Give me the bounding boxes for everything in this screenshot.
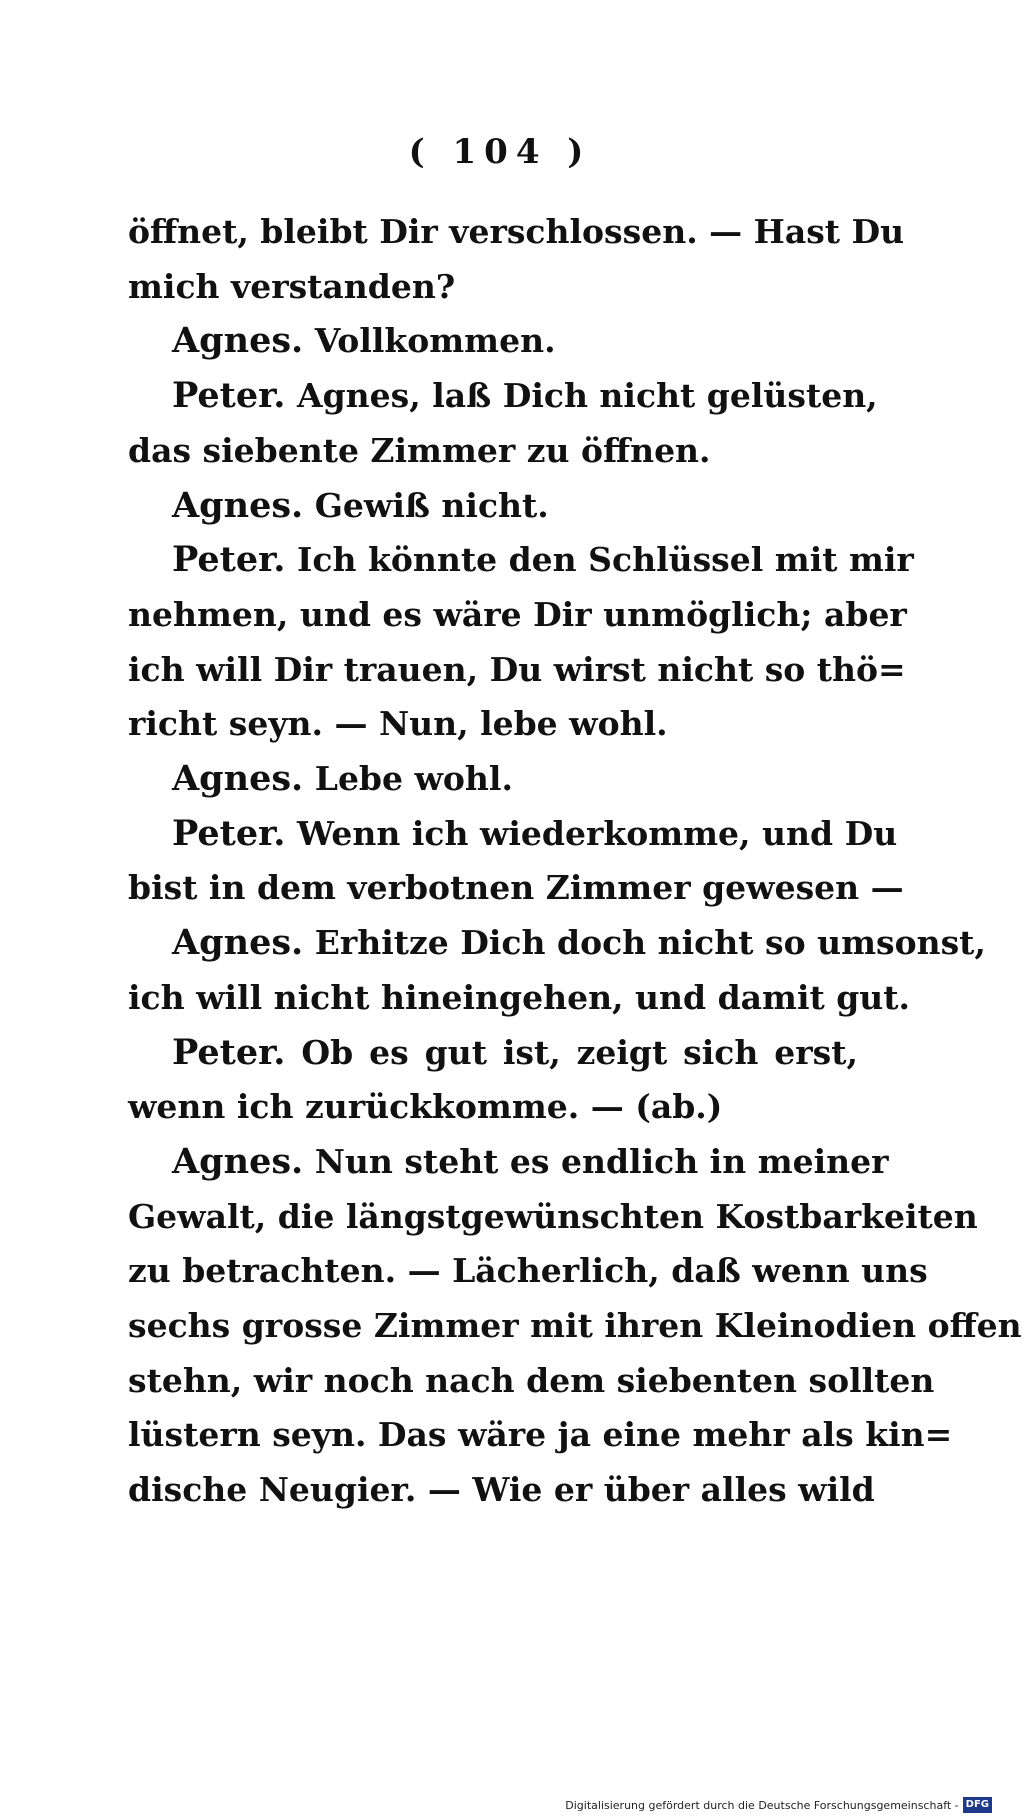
text-line (128, 1463, 875, 1518)
text-line (128, 1408, 953, 1463)
text-line (128, 1354, 935, 1409)
line-text: dische Neugier. — Wie er über alles wild (128, 1470, 875, 1510)
text-line (128, 424, 858, 479)
line-text: mich verstanden? (128, 266, 456, 306)
text-line (128, 807, 898, 862)
text-line (128, 1135, 889, 1190)
line-text: Ich könnte den Schlüssel mit mir (297, 540, 914, 580)
line-text: lüstern seyn. Das wäre ja eine mehr als kin= (128, 1415, 953, 1455)
text-line (128, 861, 904, 916)
speaker-name: Agnes. (172, 758, 304, 800)
text-line (128, 205, 905, 260)
credit-text: Digitalisierung gefördert durch die Deutsche Forschungsgemeinschaft - (565, 1798, 959, 1812)
text-body (128, 205, 1022, 1518)
text-line (128, 971, 911, 1026)
speaker-name: Agnes. (172, 922, 304, 964)
text-line (128, 314, 858, 369)
speaker-name: Peter. (172, 539, 286, 581)
line-text: ich will Dir trauen, Du wirst nicht so thö= (128, 649, 906, 689)
line-text: richt seyn. — Nun, lebe wohl. (128, 704, 668, 744)
line-text: zu betrachten. — Lächerlich, daß wenn uns (128, 1251, 928, 1291)
text-line (128, 697, 858, 752)
line-text: sechs grosse Zimmer mit ihren Kleinodien offen (128, 1306, 1022, 1346)
text-line (128, 1026, 858, 1081)
text-line (128, 1299, 1022, 1354)
line-text: Gewalt, die längstgewünschten Kostbarkeiten (128, 1196, 978, 1236)
speaker-name: Agnes. (172, 484, 304, 526)
speaker-name: Peter. (172, 812, 286, 854)
speaker-name: Agnes. (172, 1140, 304, 1182)
text-line (128, 369, 878, 424)
line-text: nehmen, und es wäre Dir unmöglich; aber (128, 594, 907, 634)
line-text: Agnes, laß Dich nicht gelüsten, (297, 376, 878, 416)
speaker-name: Peter. (172, 375, 286, 417)
line-text: Erhitze Dich doch nicht so umsonst, (314, 923, 986, 963)
text-line (128, 1080, 858, 1135)
line-text: öffnet, bleibt Dir verschlossen. — Hast Du (128, 212, 905, 251)
text-line (128, 916, 986, 971)
text-line (128, 260, 858, 315)
line-text: Gewiß nicht. (314, 485, 549, 525)
line-text: Nun steht es endlich in meiner (314, 1141, 889, 1181)
line-text: stehn, wir noch nach dem siebenten sollten (128, 1360, 935, 1400)
line-text: bist in dem verbotnen Zimmer gewesen — (128, 868, 904, 908)
line-text: Ob es gut ist, zeigt sich erst, (301, 1032, 858, 1072)
speaker-name: Agnes. (172, 320, 304, 362)
digitization-credit (565, 1796, 992, 1814)
text-line (128, 588, 907, 643)
line-text: Vollkommen. (314, 321, 556, 361)
page-number: ( 104 ) (408, 132, 592, 172)
dfg-logo-icon: DFG (963, 1797, 992, 1813)
text-line (128, 1190, 978, 1245)
speaker-name: Peter. (172, 1031, 286, 1073)
line-text: Lebe wohl. (314, 759, 513, 799)
line-text: Wenn ich wiederkomme, und Du (297, 813, 898, 853)
text-line (128, 533, 914, 588)
text-line (128, 643, 906, 698)
text-line (128, 752, 858, 807)
line-text: das siebente Zimmer zu öffnen. (128, 430, 711, 470)
text-line (128, 1244, 928, 1299)
text-line (128, 479, 858, 534)
line-text: ich will nicht hineingehen, und damit gut. (128, 977, 911, 1017)
line-text: wenn ich zurückkomme. — (ab.) (128, 1087, 723, 1127)
